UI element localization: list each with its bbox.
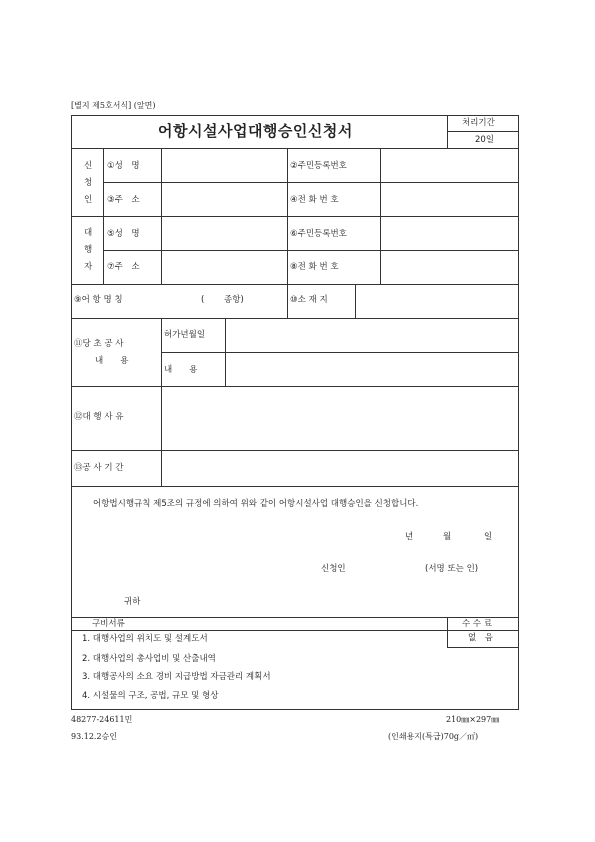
footer-paper-spec: (인쇄용지(특급)70g／㎡) (388, 732, 479, 741)
agent-name-value[interactable] (162, 217, 286, 249)
declaration-recipient-suffix: 귀하 (124, 597, 141, 607)
harbor-location-value[interactable] (356, 285, 517, 317)
fee-value: 없 음 (468, 633, 493, 643)
document-item: 3. 대행공사의 소요 경비 지급방법 자금관리 계획서 (82, 672, 271, 682)
form-border-right (518, 115, 519, 709)
processing-period-label: 처리기간 (462, 118, 495, 128)
documents-header: 구비서류 (92, 619, 125, 629)
group-label-divider (103, 148, 104, 284)
form-border-left (71, 115, 72, 709)
agent-group-label-2: 행 (84, 245, 93, 255)
reason-value[interactable] (162, 387, 517, 449)
permit-date-value[interactable] (226, 319, 517, 351)
period-label: ⑬공 사 기 간 (74, 463, 124, 473)
declaration-month: 월 (443, 532, 452, 542)
value-label-divider (287, 148, 288, 284)
applicant-address-value[interactable] (162, 183, 286, 215)
footer-paper-size: 210㎜×297㎜ (446, 715, 500, 724)
processing-period-value: 20일 (475, 135, 495, 145)
applicant-phone-value[interactable] (381, 183, 517, 215)
applicant-name-label: ①성 명 (107, 161, 140, 171)
agent-name-label: ⑤성 명 (107, 229, 140, 239)
original-content-value[interactable] (226, 353, 517, 385)
declaration-bottom-line (71, 617, 518, 618)
applicant-group-label-2: 청 (84, 178, 93, 188)
form-title: 어항시설사업대행승인신청서 (158, 122, 353, 140)
fee-label: 수 수 료 (462, 619, 493, 629)
original-content-label: 내 용 (164, 365, 198, 375)
agent-resident-no-value[interactable] (381, 217, 517, 249)
period-value[interactable] (162, 451, 517, 485)
agent-phone-label: ⑧전 화 번 호 (290, 262, 339, 272)
document-item: 1. 대행사업의 위치도 및 설계도서 (82, 634, 208, 644)
documents-header-line (71, 630, 518, 631)
harbor-location-label: ⑩소 재 지 (290, 295, 328, 305)
period-bottom-line (71, 486, 518, 487)
agent-group-label-3: 자 (84, 262, 93, 272)
harbor-divider-1 (287, 284, 288, 318)
permit-date-label: 허가년월일 (164, 330, 206, 340)
harbor-name-label: ⑨어 항 명 칭 (74, 295, 123, 305)
agent-phone-value[interactable] (381, 251, 517, 283)
original-work-label-1: ⑪당 초 공 사 (74, 339, 124, 349)
document-item: 2. 대행사업의 총사업비 및 산출내역 (82, 654, 216, 664)
applicant-resident-no-label: ②주민등록번호 (290, 161, 347, 171)
harbor-type-value: ( 종항) (201, 295, 244, 305)
footer-approval: 93.12.2승인 (71, 732, 117, 741)
declaration-signature-label: (서명 또는 인) (425, 564, 479, 574)
applicant-phone-label: ④전 화 번 호 (290, 195, 339, 205)
form-number: [별지 제5호서식] (앞면) (71, 101, 156, 110)
footer-form-code: 48277-24611민 (71, 715, 133, 724)
declaration-year: 년 (405, 532, 414, 542)
applicant-group-label-1: 신 (84, 161, 93, 171)
agent-group-label-1: 대 (84, 228, 93, 238)
declaration-applicant-label: 신청인 (321, 564, 346, 574)
processing-period-mid-line (447, 131, 518, 132)
reason-label: ⑫대 행 사 유 (74, 412, 124, 422)
form-border-bottom (71, 709, 519, 710)
original-work-label-2: 내 용 (95, 356, 129, 366)
agent-address-value[interactable] (162, 251, 286, 283)
agent-resident-no-label: ⑥주민등록번호 (290, 229, 347, 239)
declaration-text: 어항법시행규칙 제5조의 규정에 의하여 위와 같이 어항시설사업 대행승인을 신청합니다. (93, 499, 419, 509)
agent-address-label: ⑦주 소 (107, 262, 140, 272)
applicant-name-value[interactable] (162, 149, 286, 181)
documents-fee-divider (447, 617, 448, 647)
applicant-group-label-3: 인 (84, 195, 93, 205)
form-border-top (71, 115, 519, 116)
applicant-resident-no-value[interactable] (381, 149, 517, 181)
document-item: 4. 시설물의 구조, 공법, 규모 및 형상 (82, 691, 219, 701)
fee-bottom-line (447, 647, 518, 648)
declaration-day: 일 (484, 532, 493, 542)
applicant-address-label: ③주 소 (107, 195, 140, 205)
